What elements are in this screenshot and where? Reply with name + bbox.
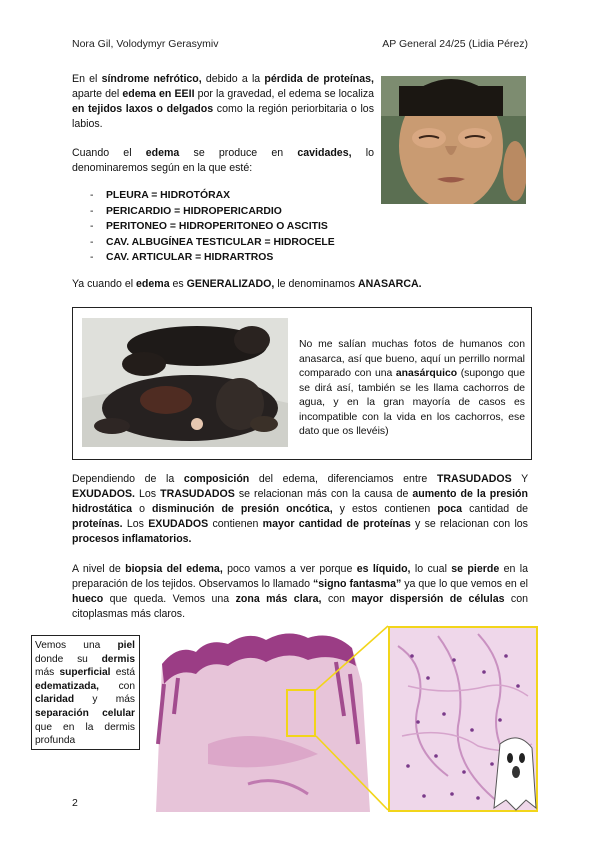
bold-run: “signo fantasma” (312, 578, 402, 590)
text-run: más (35, 667, 60, 679)
header-course: AP General 24/25 (Lidia Pérez) (382, 38, 528, 50)
bold-run: cavidades, (297, 147, 352, 159)
bold-run: edema en EEII (122, 88, 195, 100)
skin-note-text (35, 639, 135, 748)
bold-run: mayor dispersión de células (351, 593, 505, 605)
text-run: se produce en (179, 147, 298, 159)
bold-run: separación celular (35, 707, 135, 719)
bold-run: claridad (35, 694, 75, 706)
list-item: - CAV. ALBUGÍNEA TESTICULAR = HIDROCELE (72, 235, 392, 251)
text-run: poco vamos a ver porque (222, 563, 357, 575)
text-run: Y (511, 473, 528, 485)
text-run: que queda. Vemos una (103, 593, 236, 605)
bold-run: ANASARCA. (358, 278, 422, 290)
text-run: le denominamos (274, 278, 358, 290)
bold-run: aumento de la presión hidrostática (72, 488, 529, 515)
text-run: y se relacionan con los (410, 518, 528, 530)
bold-run: EXUDADOS. (72, 488, 135, 500)
bold-run: superficial (59, 667, 111, 679)
text-run: Dependiendo de la (72, 473, 184, 485)
text-run: Vemos una (35, 640, 118, 651)
text-run: Cuando el (72, 147, 146, 159)
skin-histology-zoom (388, 626, 538, 812)
text-run: y estos contienen (332, 503, 438, 515)
text-run: está (110, 667, 136, 679)
text-run: lo cual (410, 563, 452, 575)
paragraph-biopsy (72, 562, 528, 622)
bold-run: GENERALIZADO, (186, 278, 275, 290)
skin-note-box (31, 635, 140, 750)
zoom-connector (166, 624, 396, 814)
text-run: No me salían muchas fotos de humanos con anasarca, así que bueno, aquí un perrillo normal comparado con una (299, 339, 525, 379)
bold-run: piel (117, 640, 135, 651)
paragraph-nephrotic (72, 72, 374, 132)
cavities-list (72, 188, 392, 266)
bold-run: síndrome nefrótico, (101, 73, 202, 85)
bold-run: pérdida de proteínas, (264, 73, 375, 85)
text-run: contienen (208, 518, 263, 530)
text-run: aparte del (72, 88, 123, 100)
text-run: que en la dermis profunda (35, 721, 135, 747)
text-run: se relacionan más con la causa de (234, 488, 413, 500)
bold-run: mayor cantidad de proteínas (262, 518, 411, 530)
bold-run: edema (145, 147, 180, 159)
bold-run: hueco (72, 593, 104, 605)
bold-run: TRASUDADOS (436, 473, 512, 485)
text-run: con (98, 680, 135, 692)
bold-run: biopsia del edema, (125, 563, 223, 575)
text-run: o (132, 503, 153, 515)
bold-run: composición (183, 473, 250, 485)
bold-run: TRASUDADOS (160, 488, 235, 500)
child-edema-photo (381, 76, 526, 204)
bold-run: poca (437, 503, 463, 515)
text-run: Los (134, 488, 161, 500)
bold-run: dermis (101, 653, 135, 665)
text-run: como la región periorbitaria o los labios. (72, 103, 374, 130)
anasarca-box (72, 307, 532, 460)
bold-run: edema (136, 278, 170, 290)
bold-run: se pierde (451, 563, 500, 575)
text-run: con (321, 593, 352, 605)
text-run: ya que lo que vemos en el (401, 578, 529, 590)
ghost-icon (494, 738, 536, 810)
text-run: con citoplasmas más claros. (72, 593, 529, 620)
page-number: 2 (72, 797, 78, 809)
text-run: en la preparación de los tejidos. Observamos lo llamado (72, 563, 528, 590)
bold-run: en tejidos laxos o delgados (72, 103, 214, 115)
text-run: es (169, 278, 187, 290)
header-authors: Nora Gil, Volodymyr Gerasymiv (72, 38, 219, 50)
text-run: lo denominaremos según en la que esté: (72, 147, 374, 174)
text-run: Los (122, 518, 149, 530)
list-item: - PERICARDIO = HIDROPERICARDIO (72, 204, 392, 220)
paragraph-anasarca (72, 277, 532, 292)
text-run: Ya cuando el (72, 278, 137, 290)
bold-run: EXUDADOS (148, 518, 209, 530)
text-run: donde su (35, 653, 102, 665)
bold-run: zona más clara, (235, 593, 322, 605)
paragraph-cavities-intro (72, 146, 374, 176)
puppy-caption (299, 338, 525, 440)
text-run: A nivel de (72, 563, 126, 575)
paragraph-trasudados-exudados (72, 472, 528, 547)
text-run: (supongo que se dirá así, también se les llama cachorros de agua, y en la gran mayoría de casos es incompatible con la vida en los cachorros, ese dato que os llevéis) (299, 368, 525, 437)
text-run: y más (74, 694, 135, 706)
text-run: debido a la (201, 73, 265, 85)
text-run: por la gravedad, el edema se localiza (194, 88, 375, 100)
list-item: - CAV. ARTICULAR = HIDRARTROS (72, 250, 392, 266)
list-item: - PERITONEO = HIDROPERITONEO O ASCITIS (72, 219, 392, 235)
bold-run: edematizada, (35, 680, 99, 692)
text-run: del edema, diferenciamos entre (249, 473, 437, 485)
bold-run: procesos inflamatorios. (72, 533, 192, 545)
bold-run: disminución de presión oncótica, (152, 503, 333, 515)
text-run: cantidad de (462, 503, 528, 515)
bold-run: anasárquico (395, 368, 458, 379)
bold-run: es líquido, (356, 563, 411, 575)
puppy-photo (82, 318, 288, 447)
text-run: En el (72, 73, 102, 85)
bold-run: proteínas. (72, 518, 123, 530)
list-item: - PLEURA = HIDROTÓRAX (72, 188, 392, 204)
